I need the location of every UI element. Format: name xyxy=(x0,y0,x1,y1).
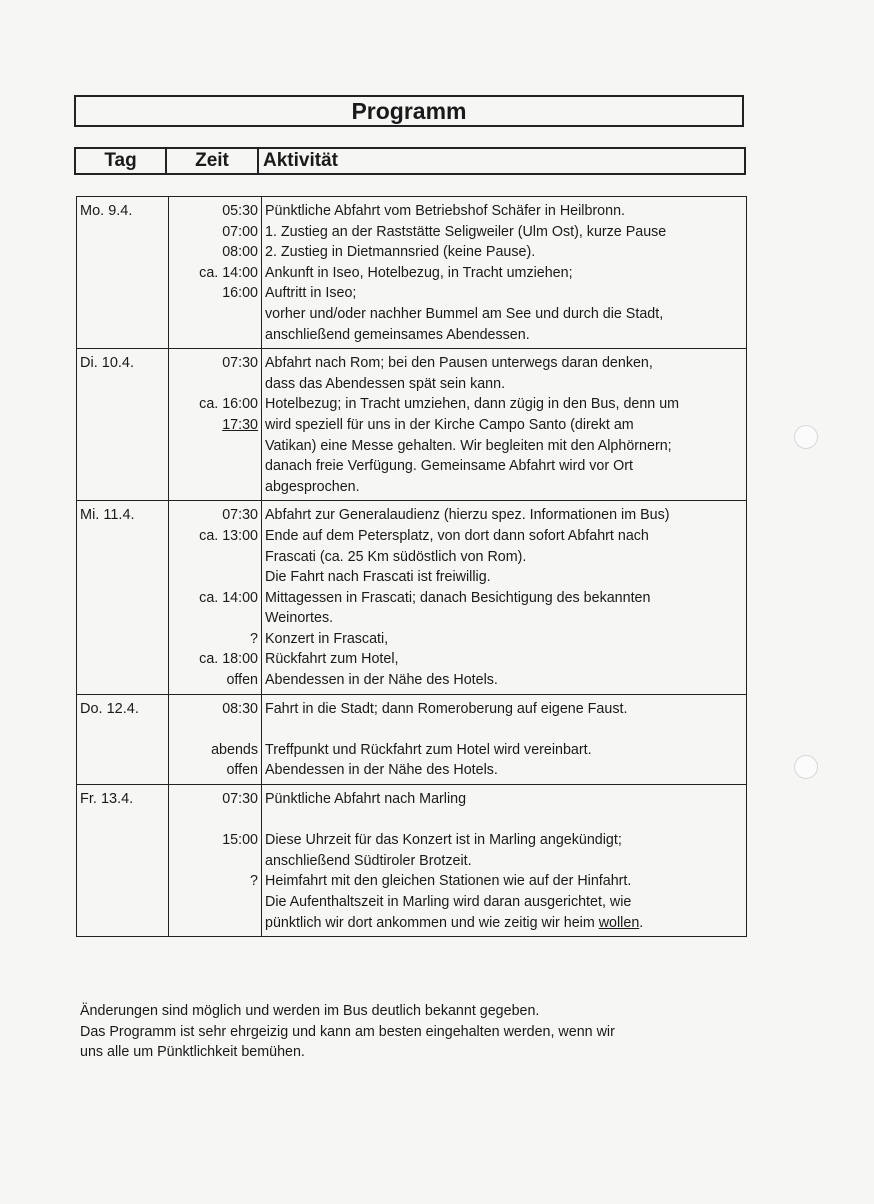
time-entry: 08:00 xyxy=(222,244,258,261)
activity-text: Mittagessen in Frascati; danach Besichtigung des bekannten xyxy=(265,589,651,606)
day-row xyxy=(77,694,747,784)
time-entry xyxy=(172,325,258,346)
time-entry xyxy=(172,913,258,934)
activity-column xyxy=(262,349,747,501)
time-entry xyxy=(172,304,258,325)
time-entry: ? xyxy=(250,873,258,890)
activity-line xyxy=(265,242,743,263)
activity-text: Konzert in Frascati, xyxy=(265,630,389,647)
activity-column xyxy=(262,501,747,694)
activity-line xyxy=(265,699,743,720)
time-entry: offen xyxy=(226,762,258,779)
time-entry xyxy=(172,567,258,588)
activity-column xyxy=(262,785,747,937)
time-entry: ca. 16:00 xyxy=(199,396,258,413)
day-label: Di. 10.4. xyxy=(77,349,169,501)
activity-line xyxy=(265,283,743,304)
activity-text: abgesprochen. xyxy=(265,478,360,495)
activity-text: Abendessen in der Nähe des Hotels. xyxy=(265,762,498,779)
activity-suffix: . xyxy=(639,914,644,931)
page-title: Programm xyxy=(74,95,744,127)
program-table xyxy=(76,196,747,937)
time-entry: 07:30 xyxy=(222,507,258,524)
activity-line xyxy=(265,263,743,284)
activity-line xyxy=(265,871,743,892)
activity-line xyxy=(265,670,743,691)
time-entry xyxy=(172,608,258,629)
activity-line xyxy=(265,456,743,477)
activity-text: Auftritt in Iseo; xyxy=(265,285,357,302)
activity-text: Frascati (ca. 25 Km südöstlich von Rom). xyxy=(265,548,527,565)
time-entry: ? xyxy=(250,630,258,647)
activity-line xyxy=(265,830,743,851)
day-row xyxy=(77,501,747,694)
activity-text: Ende auf dem Petersplatz, von dort dann sofort Abfahrt nach xyxy=(265,527,649,544)
activity-text: Ankunft in Iseo, Hotelbezug, in Tracht umziehen; xyxy=(265,264,573,281)
footer-line: Änderungen sind möglich und werden im Bus deutlich bekannt gegeben. xyxy=(80,1003,540,1019)
time-entry: ca. 14:00 xyxy=(199,589,258,606)
time-entry xyxy=(172,477,258,498)
activity-text: Diese Uhrzeit für das Konzert ist in Marling angekündigt; xyxy=(265,832,622,849)
time-entry: 07:30 xyxy=(222,791,258,808)
time-entry: offen xyxy=(226,672,258,689)
activity-text: Abfahrt zur Generalaudienz (hierzu spez. Informationen im Bus) xyxy=(265,507,670,524)
day-row xyxy=(77,349,747,501)
time-column xyxy=(169,785,262,937)
activity-text: Abfahrt nach Rom; bei den Pausen unterwegs daran denken, xyxy=(265,355,653,372)
activity-text: Pünktliche Abfahrt nach Marling xyxy=(265,791,467,808)
activity-line xyxy=(265,394,743,415)
time-column xyxy=(169,694,262,784)
time-entry: ca. 13:00 xyxy=(199,527,258,544)
day-label: Fr. 13.4. xyxy=(77,785,169,937)
activity-line xyxy=(265,415,743,436)
day-label: Mi. 11.4. xyxy=(77,501,169,694)
day-row xyxy=(77,785,747,937)
activity-line xyxy=(265,608,743,629)
activity-text: Vatikan) eine Messe gehalten. Wir begleiten mit den Alphörnern; xyxy=(265,437,672,454)
activity-column xyxy=(262,197,747,349)
time-entry xyxy=(172,456,258,477)
activity-text: Weinortes. xyxy=(265,610,334,627)
activity-line xyxy=(265,201,743,222)
time-entry: 07:00 xyxy=(222,223,258,240)
activity-text: Fahrt in die Stadt; dann Romeroberung auf eigene Faust. xyxy=(265,700,628,717)
activity-line xyxy=(265,547,743,568)
activity-text: Treffpunkt und Rückfahrt zum Hotel wird vereinbart. xyxy=(265,741,592,758)
activity-line xyxy=(265,436,743,457)
activity-text: Die Fahrt nach Frascati ist freiwillig. xyxy=(265,569,491,586)
activity-text: dass das Abendessen spät sein kann. xyxy=(265,375,506,392)
footer-line: uns alle um Pünktlichkeit bemühen. xyxy=(80,1044,305,1061)
time-entry xyxy=(172,892,258,913)
punch-hole xyxy=(794,425,818,449)
activity-line xyxy=(265,353,743,374)
activity-text: anschließend gemeinsames Abendessen. xyxy=(265,326,530,343)
time-entry: ca. 14:00 xyxy=(199,264,258,281)
time-entry xyxy=(172,374,258,395)
time-entry: 17:30 xyxy=(222,416,258,433)
activity-text: Hotelbezug; in Tracht umziehen, dann zügig in den Bus, denn um xyxy=(265,396,680,413)
activity-line xyxy=(265,304,743,325)
activity-column xyxy=(262,694,747,784)
activity-line xyxy=(265,649,743,670)
header-tag: Tag xyxy=(76,149,167,173)
activity-line xyxy=(265,851,743,872)
time-entry: 07:30 xyxy=(222,355,258,372)
activity-text: Heimfahrt mit den gleichen Stationen wie auf der Hinfahrt. xyxy=(265,873,632,890)
header-zeit: Zeit xyxy=(167,149,259,173)
activity-text: vorher und/oder nachher Bummel am See und durch die Stadt, xyxy=(265,305,664,322)
activity-text: wird speziell für uns in der Kirche Campo Santo (direkt am xyxy=(265,416,634,433)
day-row xyxy=(77,197,747,349)
time-entry xyxy=(172,547,258,568)
time-entry xyxy=(172,810,258,831)
time-entry xyxy=(172,719,258,740)
activity-line xyxy=(265,760,743,781)
activity-line xyxy=(265,222,743,243)
activity-text: Pünktliche Abfahrt vom Betriebshof Schäfer in Heilbronn. xyxy=(265,203,625,219)
activity-line xyxy=(265,719,743,740)
time-entry: 08:30 xyxy=(222,700,258,717)
activity-text: Rückfahrt zum Hotel, xyxy=(265,651,399,668)
time-column xyxy=(169,349,262,501)
activity-line xyxy=(265,810,743,831)
time-column xyxy=(169,197,262,349)
activity-text: Abendessen in der Nähe des Hotels. xyxy=(265,672,498,689)
time-entry: ca. 18:00 xyxy=(199,651,258,668)
activity-line xyxy=(265,325,743,346)
time-entry: abends xyxy=(211,741,258,758)
activity-line xyxy=(265,526,743,547)
activity-line xyxy=(265,629,743,650)
punch-hole xyxy=(794,755,818,779)
time-entry: 15:00 xyxy=(222,832,258,849)
time-entry: 05:30 xyxy=(222,203,258,219)
time-column xyxy=(169,501,262,694)
activity-line xyxy=(265,913,743,934)
activity-text: 1. Zustieg an der Raststätte Seligweiler (Ulm Ost), kurze Pause xyxy=(265,223,667,240)
day-label: Mo. 9.4. xyxy=(77,197,169,349)
activity-text: anschließend Südtiroler Brotzeit. xyxy=(265,852,472,869)
activity-line xyxy=(265,567,743,588)
activity-text: Die Aufenthaltszeit in Marling wird daran ausgerichtet, wie xyxy=(265,894,632,910)
day-label: Do. 12.4. xyxy=(77,694,169,784)
activity-line xyxy=(265,374,743,395)
activity-line xyxy=(265,477,743,498)
activity-line xyxy=(265,505,743,526)
time-entry: 16:00 xyxy=(222,285,258,302)
table-header xyxy=(74,147,746,175)
activity-line xyxy=(265,588,743,609)
activity-underlined-word: wollen xyxy=(598,914,640,931)
activity-text: pünktlich wir dort ankommen und wie zeitig wir heim xyxy=(265,914,599,931)
activity-line xyxy=(265,740,743,761)
activity-text: danach freie Verfügung. Gemeinsame Abfahrt wird vor Ort xyxy=(265,458,633,475)
activity-text: 2. Zustieg in Dietmannsried (keine Pause). xyxy=(265,244,536,261)
footer-line: Das Programm ist sehr ehrgeizig und kann am besten eingehalten werden, wenn wir xyxy=(80,1023,615,1040)
header-aktivitaet: Aktivität xyxy=(263,150,338,171)
activity-line xyxy=(265,892,743,913)
footer-note xyxy=(80,1001,780,1063)
time-entry xyxy=(172,851,258,872)
time-entry xyxy=(172,436,258,457)
activity-line xyxy=(265,789,743,810)
